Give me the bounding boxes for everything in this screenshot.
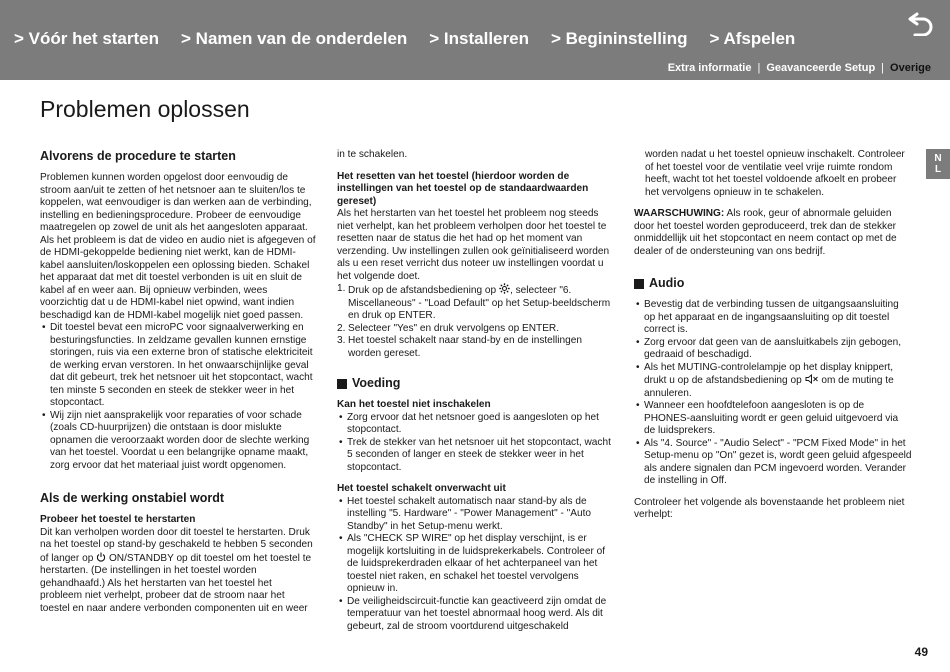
- subnav-extra-informatie[interactable]: Extra informatie: [667, 62, 752, 74]
- step-text: , selecteer "6. Miscellaneous" - "Load Default" op het Setup-beeldscherm en druk op ENTER.: [348, 285, 611, 321]
- bullet-list: [634, 299, 912, 488]
- nav-link-voor-het-starten[interactable]: > Vóór het starten: [14, 29, 160, 48]
- section-heading-audio: [634, 276, 912, 291]
- nav-link-namen-onderdelen[interactable]: > Namen van de onderdelen: [181, 29, 408, 48]
- step-text: Selecteer "Yes" en druk vervolgens op ENTER.: [348, 322, 560, 334]
- step-number: 2.: [337, 322, 346, 334]
- page-title: Problemen oplossen: [40, 96, 250, 122]
- section-heading-onstabiel: Als de werking onstabiel wordt: [40, 491, 225, 505]
- step-text: Druk op de afstandsbediening op: [348, 285, 497, 296]
- power-icon: [96, 552, 106, 562]
- list-item: • Als "CHECK SP WIRE" op het display verschijnt, is er mogelijk kortsluiting in de luidsprekerkabels. Controleer of de luidsprekerdraden elkaar of het achterpaneel van het toestel niet raken, en schakel het toestel vervolgens opnieuw in.: [337, 533, 615, 596]
- content-column-3: [634, 149, 912, 522]
- warning-text: Als rook, geur of abnormale geluiden door het toestel worden geproduceerd, trek dan de stekker onmiddellijk uit het stopcontact en neem contact op met de dealer of de ondersteuning van ons bedrijf.: [634, 208, 897, 257]
- main-nav: [14, 29, 817, 49]
- muting-text-b: om de muting te annuleren.: [644, 375, 894, 399]
- list-item: • Wanneer een hoofdtelefoon aangesloten is op de PHONES-aansluiting wordt er geen geluid uitgevoerd via de luidsprekers.: [634, 400, 912, 438]
- list-item: [337, 283, 615, 323]
- subnav-geavanceerde-setup[interactable]: Geavanceerde Setup: [766, 62, 876, 74]
- restart-text-a: Dit kan verholpen worden door dit toestel te herstarten. Druk na het toestel op stand-by geschakeld te hebben 5 seconden of langer op: [40, 526, 313, 564]
- list-item: • De veiligheidscircuit-functie kan geactiveerd zijn omdat de temperatuur van het toestel abnormaal hoog werd. Als dit gebeurt, zal de stroom voortdurend uitgeschakeld: [337, 596, 615, 634]
- list-item: • Zorg ervoor dat geen van de aansluitkabels zijn gebogen, gedraaid of beschadigd.: [634, 337, 912, 362]
- reset-steps-list: [337, 283, 615, 360]
- language-tab-letter: N: [934, 153, 942, 164]
- restart-text-b: ON/STANDBY op dit toestel om het toestel te herstarten. (De instellingen in het toestel worden gehandhaafd.) Als het herstarten van het toestel het probleem niet verhelpt, probeer dat de stroom naar het toestel en naar andere verbonden componenten uit en weer: [40, 552, 312, 614]
- list-item: • Het toestel schakelt automatisch naar stand-by als de instelling "5. Hardware" - "Power Management" - "Auto Standby" in het Setup-menu werkt.: [337, 496, 615, 534]
- content-column-1: [40, 149, 316, 615]
- continued-text: in te schakelen.: [337, 149, 408, 160]
- continued-text: worden nadat u het toestel opnieuw inschakelt. Controleer of het toestel voor de ventilatie veel vrije ruimte rondom heeft, wacht tot het toestel voldoende afkoelt en probeer het vervolgens opnieuw in te schakelen.: [645, 149, 905, 198]
- section-heading-text: Audio: [649, 276, 685, 290]
- step-text: Het toestel schakelt naar stand-by en de instellingen worden gereset.: [348, 335, 582, 359]
- muting-text-a: Als het MUTING-controlelampje op het display knippert, drukt u op de afstandsbediening op: [644, 361, 894, 386]
- step-number: 3.: [337, 335, 346, 346]
- page-number: 49: [914, 645, 928, 659]
- subheading-herstarten: Probeer het toestel te herstarten: [40, 514, 196, 525]
- intro-paragraph: Problemen kunnen worden opgelost door eenvoudig de stroom aan/uit te zetten of het netsnoer aan te sluiten/los te koppelen, wat eenvoudiger is dan werken aan de verbinding, instelling en bedieningsprocedure. Probeer de eenvoudige maatregelen op zowel de unit als het aangesloten apparaat. Als het probleem is dat de video en audio niet is afgegeven of de HDMI-gekoppelde bediening niet werkt, kan de HDMI-kabel aansluiten/loskoppelen een oplossing bieden. Schakel het apparaat dat met dit toestel verbonden is uit en sluit de kabel af en weer aan. Bij opnieuw verbinden, wees voorzichtig dat u de HDMI-kabel niet opwind, want indien beschadigd kan de HDMI-kabel mogelijk niet goed passen.: [40, 172, 316, 321]
- back-arrow-icon[interactable]: [906, 10, 936, 36]
- subheading-resetten: Het resetten van het toestel (hierdoor worden de instellingen van het toestel op de standaardwaarden gereset): [337, 170, 589, 207]
- content-column-2: [337, 149, 615, 633]
- list-item: • Wij zijn niet aansprakelijk voor reparaties of voor schade (zoals CD-huurprijzen) die ontstaan is door mislukte opnamen die veroorzaakt worden door de slechte werking van het toestel. Voordat u een belangrijke opname maakt, zorg ervoor dat het materiaal juist wordt opgenomen.: [40, 410, 316, 473]
- warning-label: WAARSCHUWING:: [634, 208, 725, 219]
- section-heading-voeding: [337, 376, 615, 391]
- list-item: • Als "4. Source" - "Audio Select" - "PCM Fixed Mode" in het Setup-menu op "On" gezet is, wordt geen geluid afgespeeld als andere signalen dan PCM ingevoerd worden. Verander de instelling in Off.: [634, 438, 912, 488]
- nav-link-installeren[interactable]: > Installeren: [429, 29, 529, 48]
- list-item: • Bevestig dat de verbinding tussen de uitgangsaansluiting op het apparaat en de ingangsaansluiting op dit toestel correct is.: [634, 299, 912, 337]
- language-tab-letter: L: [934, 164, 942, 175]
- reset-paragraph: Als het herstarten van het toestel het probleem nog steeds niet verhelpt, kan het probleem verholpen door het toestel te resetten naar de status die het had op het moment van verzending. Uw instellingen zullen ook geïnitialiseerd worden als u een reset verricht dus noteer uw instellingen voordat u het volgende doet.: [337, 208, 610, 282]
- list-item: [337, 323, 615, 336]
- nav-link-afspelen[interactable]: > Afspelen: [709, 29, 796, 48]
- bullet-list: [337, 412, 615, 475]
- sub-navigation: [668, 62, 931, 74]
- restart-paragraph: [40, 527, 316, 616]
- list-item: [337, 335, 615, 360]
- section-square-icon: [337, 379, 347, 389]
- section-heading-alvorens: Alvorens de procedure te starten: [40, 149, 236, 163]
- bullet-list: [40, 322, 316, 472]
- subnav-separator: |: [757, 62, 761, 74]
- bullet-list: [337, 496, 615, 634]
- nav-link-begininstelling[interactable]: > Begininstelling: [550, 29, 688, 48]
- mute-speaker-icon: [805, 374, 819, 384]
- list-item: • Dit toestel bevat een microPC voor signaalverwerking en besturingsfuncties. In zeldzame gevallen kunnen ernstige storingen, ruis via een externe bron of statische elektriciteit de werking ervan verstoren. In het onwaarschijnlijke geval dat dit gebeurt, trek het netsnoer uit het stopcontact, wacht ten minste 5 seconden en steek de stekker weer in het stopcontact.: [40, 322, 316, 410]
- subnav-overige[interactable]: Overige: [890, 62, 931, 74]
- final-paragraph: Controleer het volgende als bovenstaande het probleem niet verhelpt:: [634, 496, 905, 520]
- section-square-icon: [634, 279, 644, 289]
- list-item: • Zorg ervoor dat het netsnoer goed is aangesloten op het stopcontact.: [337, 412, 615, 437]
- warning-paragraph: [634, 208, 912, 258]
- setup-gear-icon: [499, 283, 510, 294]
- step-number: 1.: [337, 283, 346, 294]
- list-item: • Trek de stekker van het netsnoer uit het stopcontact, wacht 5 seconden of langer en steek de stekker weer in het stopcontact.: [337, 437, 615, 475]
- list-item: [634, 362, 912, 401]
- subheading-onverwacht-uit: Het toestel schakelt onverwacht uit: [337, 483, 506, 494]
- language-tab: [926, 149, 950, 179]
- top-navigation-bar: [0, 0, 950, 80]
- subnav-separator: |: [881, 62, 885, 74]
- subheading-niet-inschakelen: Kan het toestel niet inschakelen: [337, 399, 491, 410]
- section-heading-text: Voeding: [352, 376, 401, 390]
